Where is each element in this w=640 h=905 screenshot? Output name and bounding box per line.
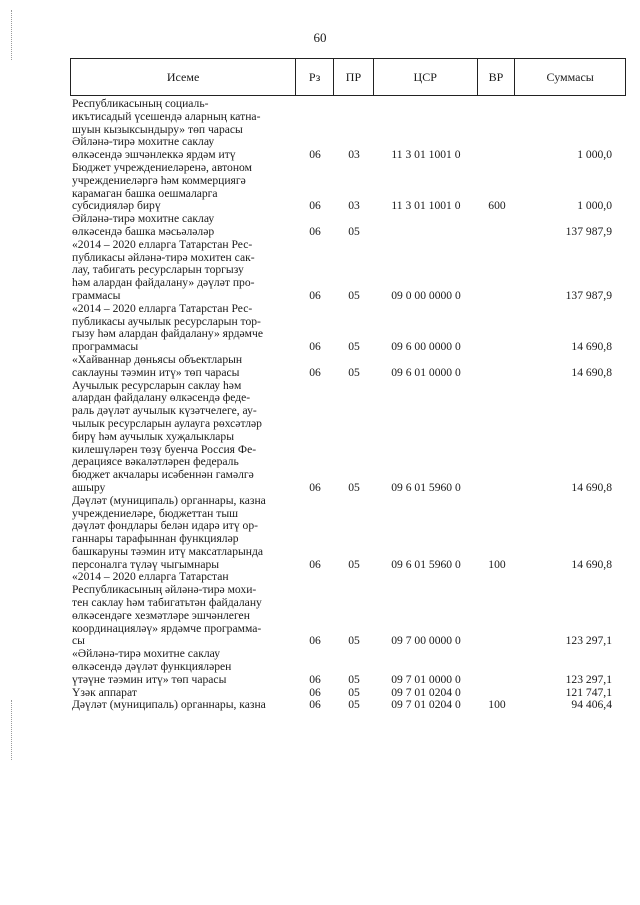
row-name-line: граммасы	[72, 288, 121, 302]
row-name-line: икътисадый үсешендә аларның катна-	[72, 109, 261, 123]
table-row	[70, 239, 626, 303]
row-name	[70, 98, 296, 136]
row-name-line: өлкәсендә башка мәсьәләләр	[72, 224, 215, 238]
table-row	[70, 699, 626, 712]
row-name-line: «2014 – 2020 елларга Татарстан	[72, 570, 229, 584]
row-name-line: учреждениеләргә һәм коммерциягә	[72, 173, 246, 187]
row-sum: 123 297,1	[565, 672, 612, 686]
row-pr: 03	[348, 199, 360, 213]
row-pr: 05	[348, 224, 360, 238]
row-name-line: һәм алардан файдалану» дәүләт про-	[72, 276, 255, 290]
margin-dots-bottom	[11, 700, 14, 760]
table-row	[70, 162, 626, 213]
page-number: 60	[313, 30, 327, 45]
row-pr: 05	[348, 685, 360, 699]
table-row	[70, 213, 626, 239]
table-row	[70, 303, 626, 354]
row-csr: 09 6 00 0000 0	[391, 340, 461, 354]
header-name: Исеме	[71, 59, 296, 95]
row-pr: 05	[348, 480, 360, 494]
row-name	[70, 136, 296, 162]
row-name-line: саклауны тәэмин итү» төп чарасы	[72, 365, 240, 379]
row-name-line: өлкәсендәге хезмәтләре эшчәнлеген	[72, 608, 250, 622]
row-sum: 123 297,1	[565, 634, 612, 648]
row-sum: 14 690,8	[571, 480, 612, 494]
row-name-line: үтәүне тәэмин итү» төп чарасы	[72, 672, 227, 686]
row-csr: 09 7 00 0000 0	[391, 634, 461, 648]
row-name-line: башкаруны тәэмин итү максатларында	[72, 544, 264, 558]
row-name-line: сы	[72, 634, 85, 648]
header-csr: ЦСР	[374, 59, 478, 95]
row-sum: 121 747,1	[565, 685, 612, 699]
row-sum: 14 690,8	[571, 340, 612, 354]
table-row	[70, 648, 626, 686]
row-pr: 05	[348, 365, 360, 379]
row-name-line: Әйләнә-тирә мохитне саклау	[72, 135, 215, 149]
row-name	[70, 380, 296, 495]
row-name-line: Үзәк аппарат	[72, 685, 137, 699]
row-rz: 06	[309, 672, 321, 686]
table-body	[70, 98, 626, 712]
row-name-line: дәүләт фондлары белән идарә итү ор-	[72, 519, 259, 533]
row-csr: 09 7 01 0204 0	[391, 685, 461, 699]
row-pr: 05	[348, 672, 360, 686]
row-name-line: бирү һәм аучылык хуҗалыклары	[72, 429, 234, 443]
row-name-line: координацияләү» ярдәмче программа-	[72, 621, 262, 635]
row-name-line: учреждениеләре, бюджеттан тыш	[72, 506, 239, 520]
row-name-line: раль дәүләт аучылык күзәтчелеге, ау-	[72, 404, 257, 418]
row-name-line: ганнары тарафыннан функцияләр	[72, 532, 239, 546]
row-pr: 05	[348, 340, 360, 354]
row-rz: 06	[309, 148, 321, 162]
row-csr: 09 7 01 0000 0	[391, 672, 461, 686]
budget-table	[70, 58, 626, 712]
row-name	[70, 354, 296, 380]
row-pr: 03	[348, 148, 360, 162]
row-name-line: «2014 – 2020 елларга Татарстан Рес-	[72, 301, 253, 315]
row-name-line: «2014 – 2020 елларга Татарстан Рес-	[72, 237, 253, 251]
row-name-line: дерациясе вәкаләтләрен федераль	[72, 455, 239, 469]
row-name-line: чылык ресурсларын аулауга рөхсәтләр	[72, 416, 262, 430]
row-pr: 05	[348, 288, 360, 302]
row-name-line: Аучылык ресурсларын саклау һәм	[72, 378, 242, 392]
table-row	[70, 495, 626, 572]
row-name	[70, 239, 296, 303]
header-sum: Суммасы	[546, 69, 594, 84]
row-name-line: килешүләрен төзү буенча Россия Фе-	[72, 442, 257, 456]
row-name-line: тен саклау һәм табигатьтән файдалану	[72, 596, 262, 610]
row-name-line: лау, табигать ресурсларын торгызу	[72, 263, 244, 277]
row-name-line: Республикасының әйләнә-тирә мохи-	[72, 583, 257, 597]
row-sum: 137 987,9	[565, 288, 612, 302]
row-vr: 600	[488, 199, 506, 213]
row-rz: 06	[309, 199, 321, 213]
table-header	[70, 58, 626, 96]
row-csr: 09 6 01 5960 0	[391, 480, 461, 494]
row-name-line: гызу һәм алардан файдалану» ярдәмче	[72, 327, 263, 341]
row-rz: 06	[309, 480, 321, 494]
row-name	[70, 162, 296, 213]
row-pr: 05	[348, 634, 360, 648]
row-name	[70, 648, 296, 686]
row-sum: 14 690,8	[571, 365, 612, 379]
row-rz: 06	[309, 224, 321, 238]
row-rz: 06	[309, 634, 321, 648]
table-row	[70, 571, 626, 648]
row-name-line: «Әйләнә-тирә мохитне саклау	[72, 647, 220, 661]
row-name-line: бюджет акчалары исәбеннән гамәлгә	[72, 468, 254, 482]
row-name	[70, 699, 296, 712]
row-name-line: Дәүләт (муниципаль) органнары, казна	[72, 698, 266, 712]
row-name-line: Әйләнә-тирә мохитне саклау	[72, 212, 215, 226]
header-rz: Рз	[296, 59, 334, 95]
row-rz: 06	[309, 698, 321, 712]
row-csr: 11 3 01 1001 0	[391, 148, 461, 162]
row-pr: 05	[348, 557, 360, 571]
row-name	[70, 571, 296, 648]
row-vr: 100	[488, 698, 506, 712]
row-sum: 94 406,4	[571, 698, 612, 712]
row-name-line: шуын кызыксындыру» төп чарасы	[72, 122, 243, 136]
row-vr: 100	[488, 557, 506, 571]
row-name-line: публикасы әйләнә-тирә мохитен сак-	[72, 250, 255, 264]
row-name-line: ашыру	[72, 480, 106, 494]
row-name-line: публикасы аучылык ресурсларын тор-	[72, 314, 261, 328]
table-row	[70, 136, 626, 162]
row-sum: 1 000,0	[577, 199, 612, 213]
row-name	[70, 495, 296, 572]
row-name-line: алардан файдалану өлкәсендә феде-	[72, 391, 251, 405]
row-rz: 06	[309, 288, 321, 302]
row-name-line: карамаган башка оешмаларга	[72, 186, 218, 200]
row-name-line: өлкәсендә эшчәнлеккә ярдәм итү	[72, 148, 236, 162]
row-name-line: персоналга түләү чыгымнары	[72, 557, 220, 571]
table-row	[70, 98, 626, 136]
row-name-line: Бюджет учреждениеләренә, автоном	[72, 160, 252, 174]
row-csr: 09 6 01 0000 0	[391, 365, 461, 379]
row-rz: 06	[309, 365, 321, 379]
row-csr: 11 3 01 1001 0	[391, 199, 461, 213]
row-name-line: «Хайваннар дөньясы объектларын	[72, 352, 243, 366]
row-csr: 09 0 00 0000 0	[391, 288, 461, 302]
row-rz: 06	[309, 685, 321, 699]
row-sum: 1 000,0	[577, 148, 612, 162]
row-sum: 137 987,9	[565, 224, 612, 238]
row-sum: 14 690,8	[571, 557, 612, 571]
row-name-line: субсидияләр бирү	[72, 199, 161, 213]
row-csr: 09 7 01 0204 0	[391, 698, 461, 712]
row-name	[70, 303, 296, 354]
row-name	[70, 213, 296, 239]
table-row	[70, 380, 626, 495]
header-vr: ВР	[478, 59, 516, 95]
row-name-line: Дәүләт (муниципаль) органнары, казна	[72, 493, 266, 507]
row-name-line: өлкәсендә дәүләт функцияләрен	[72, 660, 232, 674]
row-name-line: Республикасының социаль-	[72, 97, 209, 110]
row-rz: 06	[309, 557, 321, 571]
row-rz: 06	[309, 340, 321, 354]
row-name-line: программасы	[72, 340, 139, 354]
header-pr: ПР	[334, 59, 374, 95]
row-csr: 09 6 01 5960 0	[391, 557, 461, 571]
row-pr: 05	[348, 698, 360, 712]
table-row	[70, 354, 626, 380]
